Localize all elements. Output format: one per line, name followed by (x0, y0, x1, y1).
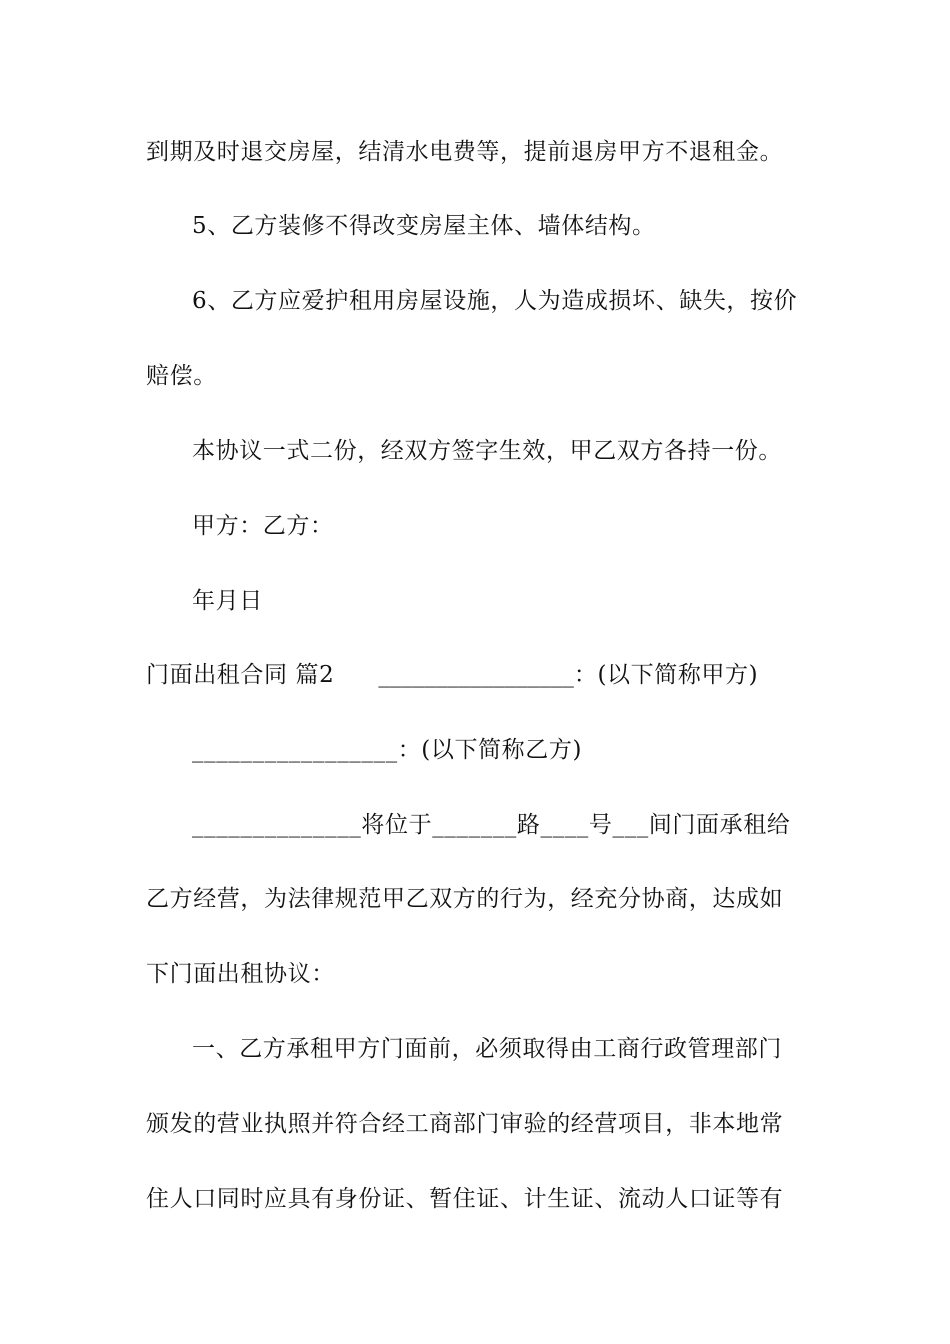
article-1: 一、乙方承租甲方门面前，必须取得由工商行政管理部门 (192, 1036, 782, 1062)
party-a-blank: _________________ (378, 662, 574, 688)
text-line: 颁发的营业执照并符合经工商部门审验的经营项目，非本地常 (146, 1111, 784, 1137)
date-line: 年月日 (192, 588, 263, 614)
contract-heading (146, 660, 806, 690)
contract-title: 门面出租合同 篇2 (146, 662, 335, 688)
text-line: 到期及时退交房屋，结清水电费等，提前退房甲方不退租金。 (146, 139, 784, 165)
text-line: 下门面出租协议： (146, 961, 335, 987)
text-line: 乙方经营，为法律规范甲乙双方的行为，经充分协商，达成如 (146, 886, 784, 912)
premises-line: ______________将位于_______路____号___间门面承租给 (192, 812, 791, 838)
text-line: 住人口同时应具有身份证、暂住证、计生证、流动人口证等有 (146, 1186, 784, 1212)
text-line: 赔偿。 (146, 363, 217, 389)
party-a-label: ：(以下简称甲方) (573, 662, 759, 688)
signature-line: 甲方：乙方： (192, 513, 334, 539)
clause-6: 6、乙方应爱护租用房屋设施，人为造成损坏、缺失，按价 (192, 288, 798, 314)
copies-statement: 本协议一式二份，经双方签字生效，甲乙双方各持一份。 (192, 438, 782, 464)
clause-5: 5、乙方装修不得改变房屋主体、墙体结构。 (192, 213, 656, 239)
party-b-line: _________________：(以下简称乙方) (192, 737, 583, 763)
